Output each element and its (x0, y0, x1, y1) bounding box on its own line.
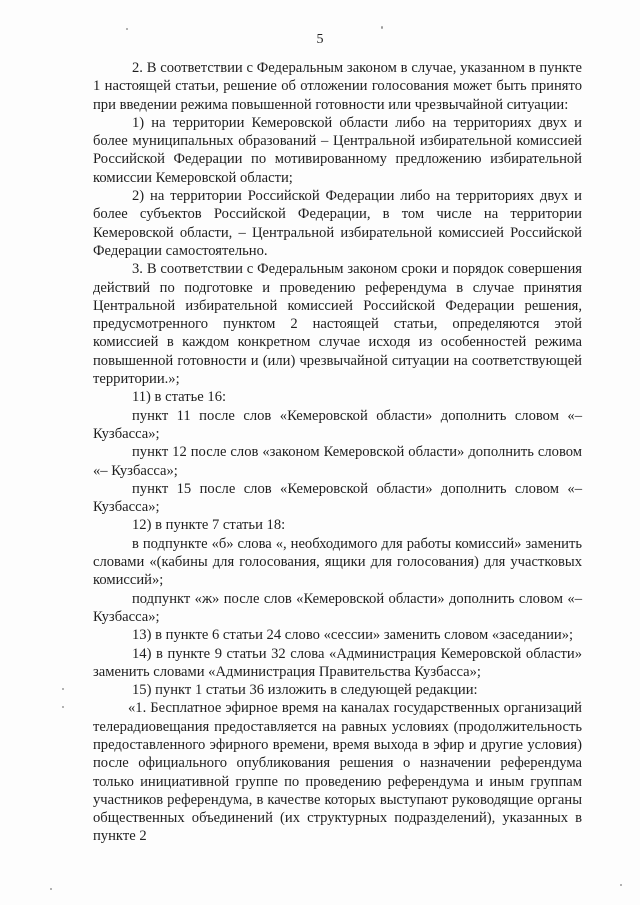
paragraph: пункт 12 после слов «законом Кемеровской области» дополнить словом «– Кузбасса»; (93, 444, 582, 479)
paragraph: 2) на территории Российской Федерации либо на территориях двух и более субъектов Российской Федерации, в том числе на территории Кемеровской области, – Центральной избирательной комиссией Российской Федерации самостоятельно. (93, 188, 582, 259)
paragraph: 14) в пункте 9 статьи 32 слова «Администрация Кемеровской области» заменить словами «Администрация Правительства Кузбасса»; (93, 645, 582, 680)
paragraph: подпункт «ж» после слов «Кемеровской области» дополнить словом «– Кузбасса»; (93, 590, 582, 625)
scan-speck (620, 884, 622, 886)
paragraph: 15) пункт 1 статьи 36 изложить в следующей редакции: (132, 682, 478, 699)
paragraph: пункт 11 после слов «Кемеровской области» дополнить словом «– Кузбасса»; (93, 407, 582, 442)
paragraph: 2. В соответствии с Федеральным законом в случае, указанном в пункте 1 настоящей статьи, решение об отложении голосования может быть принято при введении режима повышенной готовности или чрезвычайной ситуации: (93, 60, 582, 113)
document-body (93, 59, 582, 846)
paragraph: 13) в пункте 6 статьи 24 слово «сессии» заменить словом «заседании»; (132, 627, 574, 644)
paragraph: 3. В соответствии с Федеральным законом сроки и порядок совершения действий по подготовке и проведению референдума в случае принятия Центральной избирательной комиссией Российской Федерации решения, предусмотренного пунктом 2 настоящей статьи, определяются этой комиссией в каждом конкретном случае исходя из особенностей режима повышенной готовности и (или) чрезвычайной ситуации на соответствующей территории.»; (93, 261, 582, 388)
paragraph: в подпункте «б» слова «, необходимого для работы комиссий» заменить словами «(кабины для голосования, ящики для голосования) для участковых комиссий»; (93, 535, 582, 589)
paragraph: «1. Бесплатное эфирное время на каналах государственных организаций телерадиовещания предоставляется на равных условиях (продолжительность предоставленного эфирного времени, время выхода в эфир и другие условия) после официального опубликования решения о назначении референдума только инициативной группе по проведению референдума и иным группам участников референдума, в качестве которых выступают руководящие органы общественных объединений (их структурных подразделений), указанных в пункте 2 (93, 700, 582, 845)
scan-speck (381, 26, 383, 29)
scan-speck (50, 888, 52, 890)
scan-speck (62, 688, 64, 690)
paragraph: 11) в статье 16: (132, 389, 227, 406)
paragraph: 12) в пункте 7 статьи 18: (132, 517, 286, 534)
scan-speck (62, 706, 64, 708)
paragraph: 1) на территории Кемеровской области либо на территориях двух и более муниципальных образований – Центральной избирательной комиссией Российской Федерации по мотивированному предложению избирательной комиссии Кемеровской области; (93, 114, 582, 186)
paragraph: пункт 15 после слов «Кемеровской области» дополнить словом «– Кузбасса»; (93, 480, 582, 516)
page-number: 5 (316, 32, 324, 47)
scan-speck (126, 28, 128, 30)
